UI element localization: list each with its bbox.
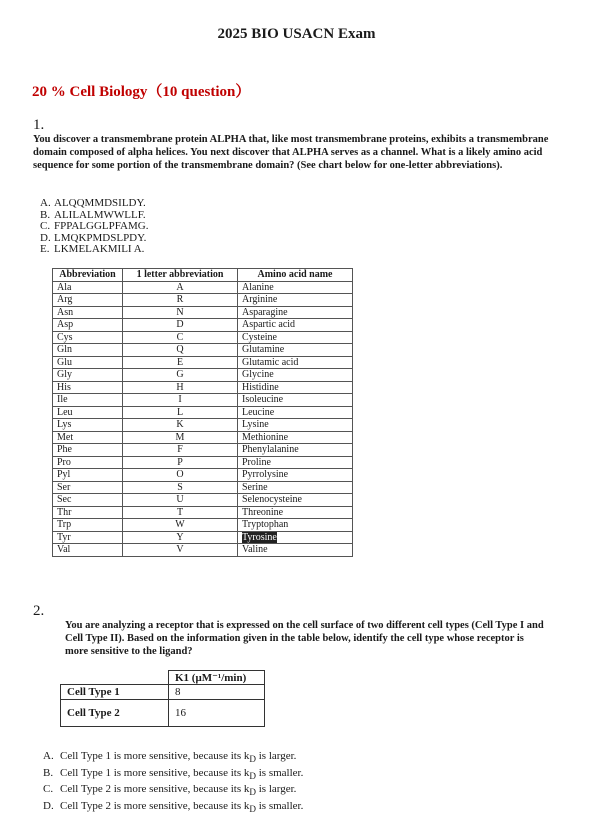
choice-d[interactable]: D. LMQKPMDSLPDY.	[40, 231, 147, 244]
table-row	[53, 481, 353, 494]
choice-d[interactable]: D. Cell Type 2 is more sensitive, because its $k_D$ is smaller.	[43, 800, 304, 815]
amino-acid-name-cell	[238, 531, 353, 544]
abbreviation-cell: Gly	[53, 369, 123, 382]
letter-cell: V	[123, 544, 238, 557]
amino-acid-name-cell: Serine	[238, 481, 353, 494]
letter-cell: K	[123, 419, 238, 432]
question-2-text: You are analyzing a receptor that is expressed on the cell surface of two different cell types (Cell Type I and Cell Type II). Based on the information given in the table below, identify the cell type whose receptor is more sensitive to the ligand?	[65, 620, 544, 657]
abbreviation-cell: Ser	[53, 481, 123, 494]
letter-cell: F	[123, 444, 238, 457]
amino-acid-name-cell: Glycine	[238, 369, 353, 382]
table-row	[53, 319, 353, 332]
abbreviation-cell: Pyl	[53, 469, 123, 482]
table-row	[53, 469, 353, 482]
row-value: 8	[169, 685, 265, 700]
letter-cell: Y	[123, 531, 238, 544]
table-row	[53, 506, 353, 519]
question-1-text: You discover a transmembrane protein ALPHA that, like most transmembrane proteins, exhibits a transmembrane domain composed of alpha helices. You next discover that ALPHA serves as a channel. What is a likely amino acid sequence for some portion of the transmembrane domain? (See chart below for one-letter abbreviations).	[33, 134, 549, 171]
question-2-choices	[43, 750, 303, 817]
abbreviation-cell: Met	[53, 431, 123, 444]
letter-cell: C	[123, 331, 238, 344]
letter-cell: H	[123, 381, 238, 394]
letter-cell: N	[123, 306, 238, 319]
abbreviation-cell: Thr	[53, 506, 123, 519]
table-header-row	[53, 269, 353, 282]
amino-acid-table-body	[53, 281, 353, 556]
letter-cell: A	[123, 281, 238, 294]
table-row	[53, 406, 353, 419]
letter-cell: I	[123, 394, 238, 407]
amino-acid-name-cell: Selenocysteine	[238, 494, 353, 507]
amino-acid-name-cell: Lysine	[238, 419, 353, 432]
highlighted-text: Tyrosine	[242, 531, 277, 543]
abbreviation-cell: Tyr	[53, 531, 123, 544]
choice-a[interactable]: A. Cell Type 1 is more sensitive, because its $k_D$ is larger.	[43, 750, 297, 765]
abbreviation-cell: Ile	[53, 394, 123, 407]
column-header: Amino acid name	[238, 269, 353, 282]
letter-cell: E	[123, 356, 238, 369]
table-row	[53, 494, 353, 507]
table-row	[53, 356, 353, 369]
amino-acid-name-cell: Leucine	[238, 406, 353, 419]
amino-acid-name-cell: Alanine	[238, 281, 353, 294]
amino-acid-name-cell: Cysteine	[238, 331, 353, 344]
letter-cell: W	[123, 519, 238, 532]
choice-a[interactable]: A. ALQQMMDSILDY.	[40, 197, 146, 209]
k1-table	[60, 670, 265, 727]
abbreviation-cell: Asn	[53, 306, 123, 319]
letter-cell: S	[123, 481, 238, 494]
exam-title: 2025 BIO USACN Exam	[217, 26, 376, 42]
section-heading: 20 % Cell Biology（10 question）	[32, 84, 251, 100]
amino-acid-table	[52, 268, 353, 557]
amino-acid-name-cell: Aspartic acid	[238, 319, 353, 332]
choice-b[interactable]: B. Cell Type 1 is more sensitive, because its $k_D$ is smaller.	[43, 766, 304, 781]
table-row	[53, 394, 353, 407]
abbreviation-cell: Phe	[53, 444, 123, 457]
abbreviation-cell: Cys	[53, 331, 123, 344]
table-header-row	[61, 671, 265, 685]
choice-c[interactable]: C. Cell Type 2 is more sensitive, because its $k_D$ is larger.	[43, 783, 297, 798]
amino-acid-name-cell: Asparagine	[238, 306, 353, 319]
abbreviation-cell: Pro	[53, 456, 123, 469]
table-row	[53, 369, 353, 382]
choice-b[interactable]: B. ALILALMWWLLF.	[40, 208, 146, 221]
letter-cell: R	[123, 294, 238, 307]
table-row	[53, 381, 353, 394]
letter-cell: G	[123, 369, 238, 382]
table-row	[53, 306, 353, 319]
table-row	[53, 544, 353, 557]
table-row	[53, 456, 353, 469]
amino-acid-name-cell: Isoleucine	[238, 394, 353, 407]
table-row	[53, 431, 353, 444]
abbreviation-cell: Glu	[53, 356, 123, 369]
question-2-number: 2.	[33, 603, 45, 619]
amino-acid-name-cell: Pyrrolysine	[238, 469, 353, 482]
amino-acid-name-cell: Proline	[238, 456, 353, 469]
question-1-choices	[40, 198, 148, 256]
amino-acid-name-cell: Valine	[238, 544, 353, 557]
table-row	[61, 685, 265, 700]
amino-acid-name-cell: Glutamic acid	[238, 356, 353, 369]
table-row	[53, 281, 353, 294]
letter-cell: P	[123, 456, 238, 469]
letter-cell: Q	[123, 344, 238, 357]
letter-cell: U	[123, 494, 238, 507]
column-header: 1 letter abbreviation	[123, 269, 238, 282]
letter-cell: T	[123, 506, 238, 519]
table-row	[53, 419, 353, 432]
abbreviation-cell: Asp	[53, 319, 123, 332]
letter-cell: O	[123, 469, 238, 482]
amino-acid-name-cell: Phenylalanine	[238, 444, 353, 457]
question-1-number: 1.	[33, 117, 45, 133]
letter-cell: L	[123, 406, 238, 419]
k1-header: K1 (μM⁻¹/min)	[169, 671, 265, 685]
abbreviation-cell: Leu	[53, 406, 123, 419]
table-row	[53, 294, 353, 307]
abbreviation-cell: His	[53, 381, 123, 394]
amino-acid-name-cell: Glutamine	[238, 344, 353, 357]
choice-c[interactable]: C. FPPALGGLPFAMG.	[40, 220, 149, 232]
abbreviation-cell: Arg	[53, 294, 123, 307]
row-value: 16	[169, 700, 265, 727]
amino-acid-name-cell: Arginine	[238, 294, 353, 307]
choice-e[interactable]: E. LKMELAKMILI A.	[40, 243, 145, 255]
table-row	[61, 700, 265, 727]
table-row	[53, 519, 353, 532]
column-header: Abbreviation	[53, 269, 123, 282]
abbreviation-cell: Gln	[53, 344, 123, 357]
table-row	[53, 444, 353, 457]
table-row	[53, 344, 353, 357]
amino-acid-name-cell: Histidine	[238, 381, 353, 394]
abbreviation-cell: Lys	[53, 419, 123, 432]
letter-cell: D	[123, 319, 238, 332]
table-row	[53, 331, 353, 344]
amino-acid-name-cell: Threonine	[238, 506, 353, 519]
row-label: Cell Type 1	[61, 685, 169, 700]
abbreviation-cell: Trp	[53, 519, 123, 532]
abbreviation-cell: Sec	[53, 494, 123, 507]
letter-cell: M	[123, 431, 238, 444]
abbreviation-cell: Val	[53, 544, 123, 557]
row-label: Cell Type 2	[61, 700, 169, 727]
amino-acid-name-cell: Methionine	[238, 431, 353, 444]
amino-acid-name-cell: Tryptophan	[238, 519, 353, 532]
table-row	[53, 531, 353, 544]
abbreviation-cell: Ala	[53, 281, 123, 294]
